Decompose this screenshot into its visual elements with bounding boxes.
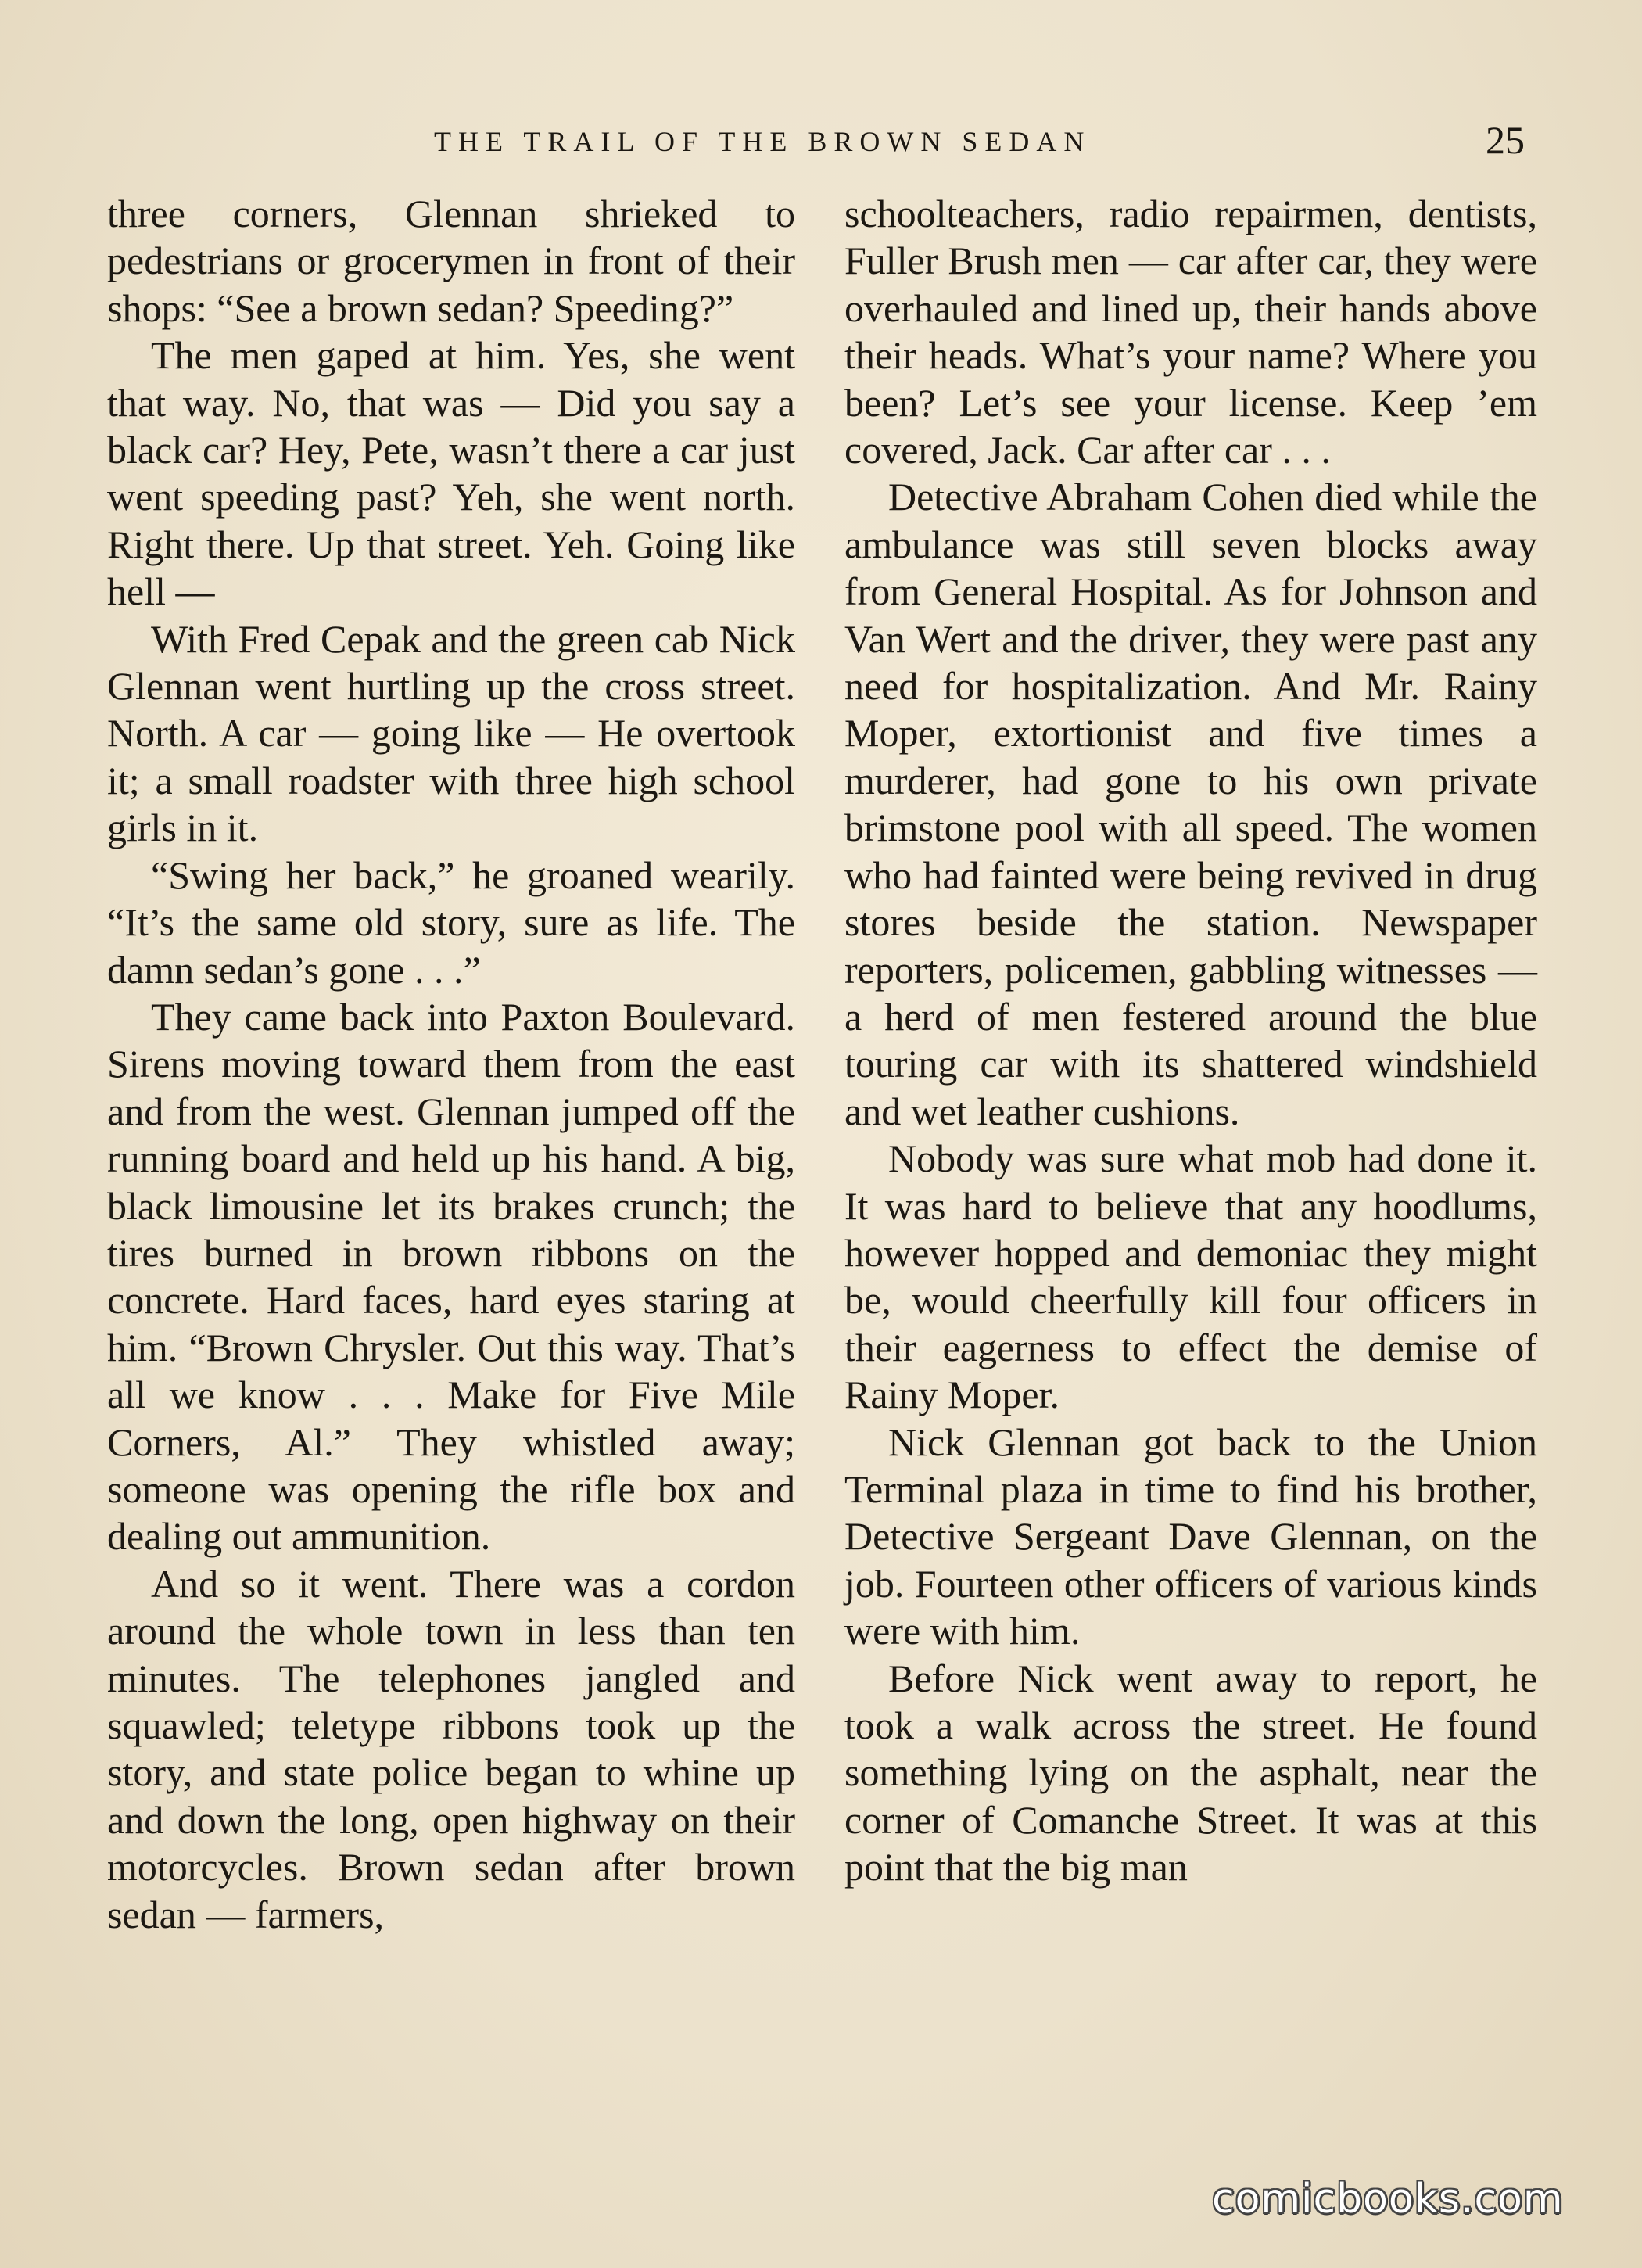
paragraph: Detective Abraham Cohen died while the ambulance was still seven blocks away from General Hospital. As for Johnson and Van Wert and the driver, they were past any need for hospitalization. And Mr. Rainy Moper, extortionist and five times a murderer, had gone to his own private brimstone pool with all speed. The women who had fainted were being revived in drug stores beside the station. Newspaper reporters, policemen, gabbling witnesses — a herd of men festered around the blue touring car with its shattered windshield and wet leather cushions. <box>844 475 1537 1133</box>
paragraph: Before Nick went away to report, he took a walk across the street. He found something lying on the asphalt, near the corner of Comanche Street. It was at this point that the big man <box>844 1656 1537 1889</box>
running-title: THE TRAIL OF THE BROWN SEDAN <box>434 126 1092 157</box>
paragraph: With Fred Cepak and the green cab Nick Glennan went hurtling up the cross street. North. A car — going like — He overtook it; a small roadster with three high school girls in it. <box>107 616 795 850</box>
left-column <box>107 190 795 1938</box>
watermark: comicbooks.com <box>1212 2176 1564 2223</box>
paragraph: “Swing her back,” he groaned wearily. “It’s the same old story, sure as life. The damn sedan’s gone . . .” <box>107 852 795 992</box>
paragraph: They came back into Paxton Boulevard. Sirens moving toward them from the east and from the west. Glennan jumped off the running board and held up his hand. A big, black limousine let its brakes crunch; the tires burned in brown ribbons on the concrete. Hard faces, hard eyes staring at him. “Brown Chrysler. Out this way. That’s all we know . . . Make for Five Mile Corners, Al.” They whistled away; someone was opening the rifle box and dealing out ammunition. <box>107 994 795 1559</box>
paragraph: Nick Glennan got back to the Union Terminal plaza in time to find his brother, Detective Sergeant Dave Glennan, on the job. Fourteen other officers of various kinds were with him. <box>844 1419 1537 1653</box>
right-column <box>844 190 1537 1891</box>
page-number: 25 <box>1486 118 1525 162</box>
paragraph: Nobody was sure what mob had done it. It was hard to believe that any hoodlums, however hopped and demoniac they might be, would cheerfully kill four officers in their eagerness to effect the demise of Rainy Moper. <box>844 1136 1537 1417</box>
paragraph: The men gaped at him. Yes, she went that way. No, that was — Did you say a black car? Hey, Pete, wasn’t there a car just went speeding past? Yeh, she went north. Right there. Up that street. Yeh. Going like hell — <box>107 333 795 614</box>
paragraph: three corners, Glennan shrieked to pedestrians or grocerymen in front of their shops: “See a brown sedan? Speeding?” <box>107 192 795 330</box>
paragraph: schoolteachers, radio repairmen, dentists, Fuller Brush men — car after car, they were overhauled and lined up, their hands above their heads. What’s your name? Where you been? Let’s see your license. Keep ’em covered, Jack. Car after car . . . <box>844 192 1537 472</box>
paragraph: And so it went. There was a cordon around the whole town in less than ten minutes. The telephones jangled and squawled; teletype ribbons took up the story, and state police began to whine up and down the long, open highway on their motorcycles. Brown sedan after brown sedan — farmers, <box>107 1561 795 1936</box>
